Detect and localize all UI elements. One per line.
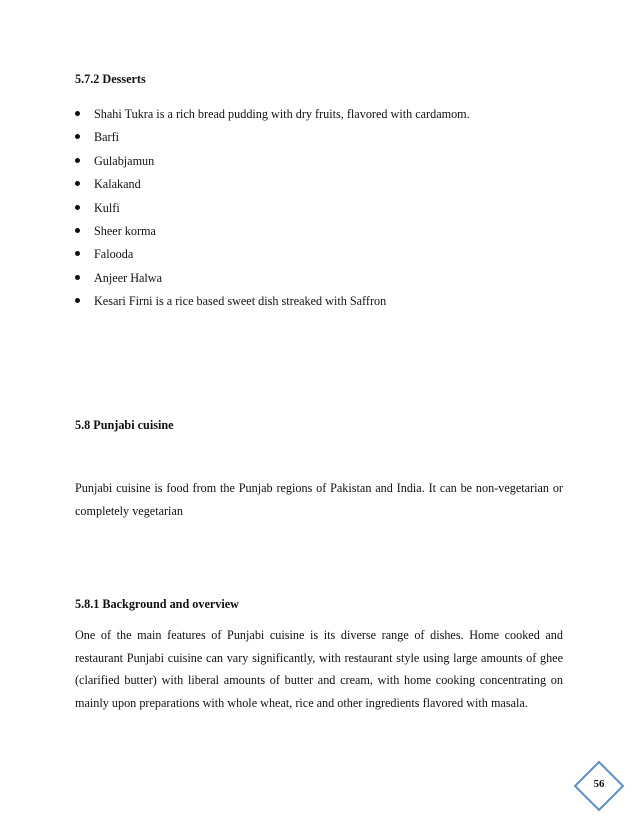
bullet-icon [75, 298, 80, 303]
desserts-list [75, 106, 470, 317]
background-overview-heading: 5.8.1 Background and overview [75, 597, 239, 611]
list-item: Kesari Firni is a rice based sweet dish streaked with Saffron [75, 293, 470, 316]
bullet-icon [75, 275, 80, 280]
bullet-icon [75, 158, 80, 163]
bullet-icon [75, 111, 80, 116]
list-item: Barfi [75, 129, 470, 152]
bullet-icon [75, 181, 80, 186]
bullet-icon [75, 228, 80, 233]
list-item: Falooda [75, 246, 470, 269]
list-item: Kulfi [75, 200, 470, 223]
list-item: Kalakand [75, 176, 470, 199]
list-item: Anjeer Halwa [75, 270, 470, 293]
bullet-icon [75, 251, 80, 256]
page-number-badge [573, 760, 625, 812]
bullet-icon [75, 205, 80, 210]
desserts-heading: 5.7.2 Desserts [75, 72, 146, 86]
list-item: Gulabjamun [75, 153, 470, 176]
background-overview-paragraph: One of the main features of Punjabi cuisine is its diverse range of dishes. Home cooked and restaurant Punjabi cuisine can vary significantly, with restaurant style using large amounts of ghee (clarified butter) with liberal amounts of butter and cream, with home cooking concentrating on mainly upon preparations with whole wheat, rice and other ingredients flavored with masala. [75, 628, 563, 710]
bullet-icon [75, 134, 80, 139]
list-item: Shahi Tukra is a rich bread pudding with dry fruits, flavored with cardamom. [75, 106, 470, 129]
punjabi-cuisine-heading: 5.8 Punjabi cuisine [75, 418, 174, 432]
punjabi-cuisine-paragraph: Punjabi cuisine is food from the Punjab regions of Pakistan and India. It can be non-vegetarian or completely vegetarian [75, 481, 563, 518]
list-item: Sheer korma [75, 223, 470, 246]
page-number: 56 [593, 778, 605, 790]
